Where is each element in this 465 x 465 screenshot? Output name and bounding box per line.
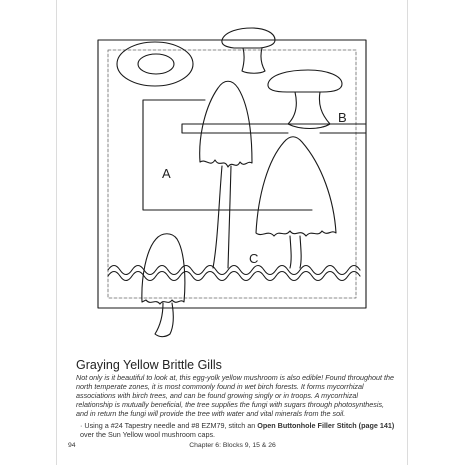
- instruction-stitch-name: Open Buttonhole Filler Stitch (page 141): [257, 421, 395, 430]
- panel-b-bar: [182, 124, 366, 133]
- conical-mushroom-stem: [290, 236, 301, 268]
- label-b: B: [338, 110, 347, 125]
- dashed-seam-line: [108, 50, 356, 298]
- oval-ring-inner: [138, 54, 174, 74]
- right-mushroom-cap: [268, 70, 342, 92]
- oval-ring-outer: [117, 42, 193, 86]
- top-mushroom-cap: [222, 28, 275, 48]
- top-mushroom-stem: [242, 48, 265, 73]
- chapter-footer: Chapter 6: Blocks 9, 15 & 26: [189, 442, 276, 449]
- section-body: Not only is it beautiful to look at, this egg-yolk yellow mushroom is also edible! Found throughout the north temperate zones, it is most commonly found in wet birch forests. It forms mycorrhizal associations with birch trees, and can be found growing singly or in troops. A mycorrhizal relationship is mutually beneficial, the tree supplies the fungi with sugars through photosynthesis, and in return the fungi will provide the tree with water and vital minerals from the soil.: [76, 373, 395, 418]
- right-mushroom-stem: [288, 92, 330, 129]
- wavy-ricrac-line: [108, 266, 360, 275]
- instruction-suffix: over the Sun Yellow wool mushroom caps.: [80, 430, 216, 439]
- label-a: A: [162, 166, 171, 181]
- label-c: C: [249, 251, 259, 266]
- section-title: Graying Yellow Brittle Gills: [76, 358, 222, 372]
- page-number: 94: [68, 442, 76, 449]
- conical-mushroom-cap: [256, 137, 336, 236]
- bottom-mushroom-cap: [142, 234, 185, 304]
- instruction-prefix: · Using a #24 Tapestry needle and #8 EZM79, stitch an: [80, 421, 258, 430]
- stitch-instruction: [80, 421, 396, 439]
- panel-a-outline: [143, 100, 312, 210]
- tall-mushroom-stem: [213, 166, 231, 268]
